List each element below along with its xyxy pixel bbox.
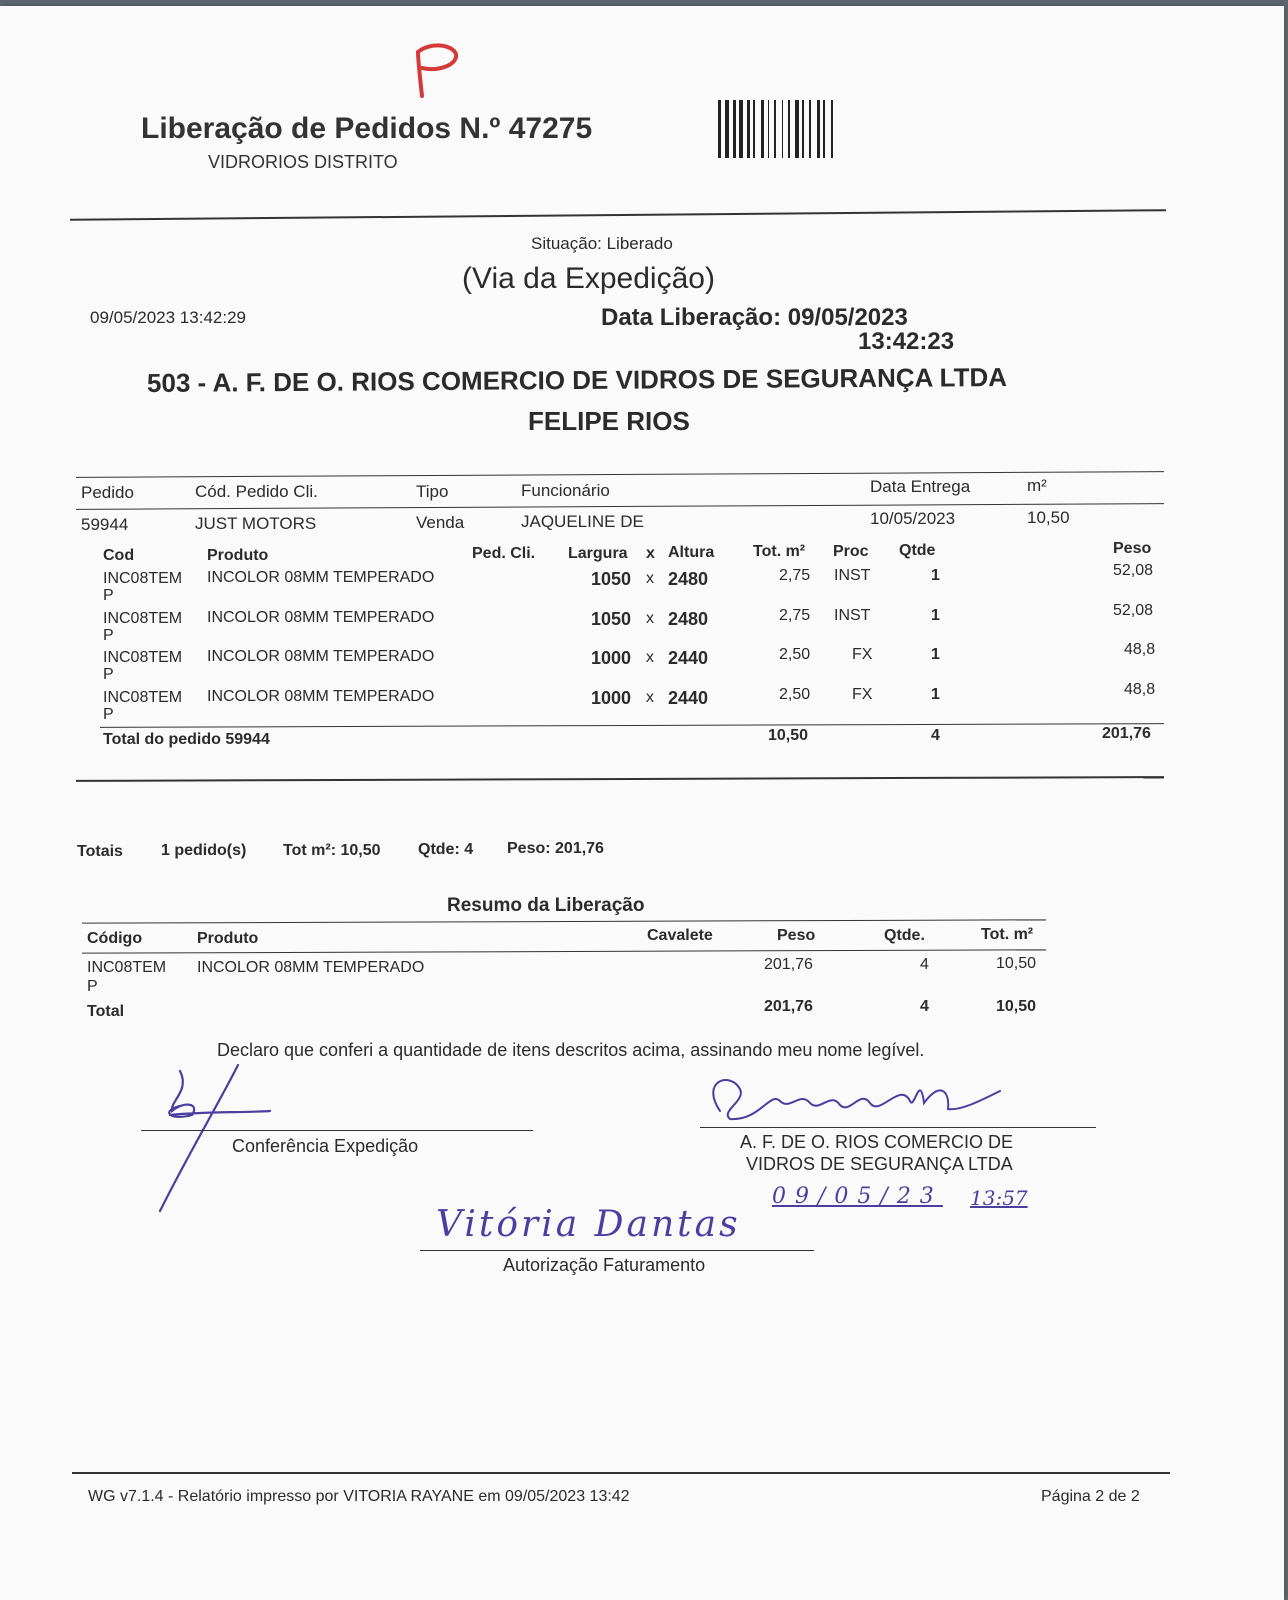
items-col-x: x: [646, 545, 655, 562]
footer-left: WG v7.1.4 - Relatório impresso por VITORIA RAYANE em 09/05/2023 13:42: [88, 1488, 630, 1505]
items-col-altura: Altura: [668, 544, 715, 561]
item-largura: 1000: [591, 688, 632, 708]
handwritten-date: 09/05/23: [772, 1184, 943, 1209]
item-tot-m2: 2,50: [779, 646, 811, 663]
item-row: [0, 562, 1200, 608]
item-row: [0, 641, 1200, 687]
totals-m2: Tot m²: 10,50: [283, 842, 381, 859]
items-col-peso: Peso: [1113, 540, 1152, 557]
summary-qtde: 4: [920, 956, 929, 973]
client-company: 503 - A. F. DE O. RIOS COMERCIO DE VIDROS DE SEGURANÇA LTDA: [146, 361, 1008, 398]
item-proc: FX: [852, 646, 873, 663]
item-altura: 2480: [668, 609, 709, 629]
item-tot-m2: 2,50: [779, 686, 811, 703]
summary-tot-m2: 10,50: [996, 955, 1037, 972]
item-largura: 1000: [591, 648, 632, 668]
item-x: x: [646, 689, 654, 706]
summary-top: [82, 919, 1046, 923]
totals-label: Totais: [77, 843, 123, 860]
col-data-entrega: Data Entrega: [870, 477, 971, 496]
item-peso: 48,8: [1124, 641, 1156, 658]
order-total-peso: 201,76: [1102, 725, 1151, 742]
summary-produto: INCOLOR 08MM TEMPERADO: [197, 959, 425, 976]
summary-col-tot-m2: Tot. m²: [981, 926, 1034, 943]
item-cod-cont: P: [103, 666, 114, 683]
items-col-proc: Proc: [833, 543, 869, 560]
client-name-line2: VIDROS DE SEGURANÇA LTDA: [746, 1154, 1013, 1174]
summary-total-qtde: 4: [920, 998, 929, 1015]
summary-header-divider: [82, 949, 1046, 953]
order-section-end: [76, 776, 1164, 782]
item-largura: 1050: [591, 569, 632, 589]
status-label: Situação: Liberado: [531, 234, 673, 253]
item-cod-cont: P: [103, 587, 114, 604]
order-type: Venda: [416, 513, 465, 532]
item-cod: INC08TEM: [103, 649, 183, 666]
order-employee: JAQUELINE DE: [521, 512, 644, 531]
faturamento-label: Autorização Faturamento: [503, 1255, 706, 1275]
client-signature-line: [700, 1127, 1096, 1128]
items-col-largura: Largura: [568, 545, 628, 562]
summary-col-peso: Peso: [777, 927, 816, 944]
summary-col-codigo: Código: [87, 930, 143, 947]
order-header-divider: [76, 503, 1164, 510]
item-x: x: [646, 649, 654, 666]
item-altura: 2440: [668, 648, 709, 668]
col-tipo: Tipo: [416, 482, 449, 501]
item-peso: 52,08: [1113, 562, 1154, 579]
col-cod-pedido-cli: Cód. Pedido Cli.: [195, 482, 318, 501]
item-produto: INCOLOR 08MM TEMPERADO: [207, 569, 435, 586]
item-x: x: [646, 570, 654, 587]
client-contact: FELIPE RIOS: [528, 406, 690, 436]
item-peso: 52,08: [1113, 602, 1154, 619]
order-m2: 10,50: [1027, 508, 1070, 527]
totals-peso: Peso: 201,76: [507, 840, 604, 857]
handwritten-name: Vitória Dantas: [436, 1204, 741, 1245]
release-date: Data Liberação: 09/05/2023: [601, 304, 908, 331]
item-largura: 1050: [591, 609, 632, 629]
item-cod-cont: P: [103, 706, 114, 723]
header-divider: [70, 209, 1166, 221]
barcode: [718, 100, 910, 158]
footer-page: Página 2 de 2: [1041, 1488, 1140, 1505]
item-qtde: 1: [931, 646, 940, 663]
order-number: 59944: [81, 515, 129, 534]
summary-total-peso: 201,76: [764, 998, 813, 1015]
handwritten-time: 13:57: [970, 1186, 1028, 1210]
col-pedido: Pedido: [81, 483, 134, 502]
items-col-produto: Produto: [207, 547, 269, 564]
document-page: [0, 6, 1284, 1600]
totals-qtde: Qtde: 4: [418, 841, 474, 858]
company-subtitle: VIDRORIOS DISTRITO: [208, 152, 398, 172]
summary-col-qtde: Qtde.: [884, 927, 925, 944]
item-produto: INCOLOR 08MM TEMPERADO: [207, 609, 435, 626]
order-total-m2: 10,50: [768, 727, 809, 744]
summary-total-tot-m2: 10,50: [996, 998, 1037, 1015]
item-cod-cont: P: [103, 627, 114, 644]
faturamento-signature-line: [420, 1250, 814, 1251]
item-proc: INST: [834, 607, 871, 624]
client-order-code: JUST MOTORS: [195, 514, 317, 533]
summary-codigo-cont: P: [87, 978, 98, 995]
col-funcionario: Funcionário: [521, 481, 610, 500]
summary-col-cavalete: Cavalete: [647, 927, 713, 944]
document-title: Liberação de Pedidos N.º 47275: [141, 112, 593, 145]
order-delivery-date: 10/05/2023: [870, 509, 956, 528]
item-tot-m2: 2,75: [779, 607, 811, 624]
summary-row: [0, 956, 1200, 996]
expedicao-signature-line: [141, 1130, 533, 1131]
item-cod: INC08TEM: [103, 689, 183, 706]
item-cod: INC08TEM: [103, 570, 183, 587]
footer-divider: [72, 1472, 1170, 1474]
item-qtde: 1: [931, 567, 940, 584]
totals-pedidos: 1 pedido(s): [161, 842, 247, 859]
item-x: x: [646, 610, 654, 627]
declaration-text: Declaro que conferi a quantidade de itens descritos acima, assinando meu nome legível.: [217, 1040, 925, 1060]
items-col-qtde: Qtde: [899, 542, 936, 559]
order-table-top: [76, 471, 1164, 478]
client-name-line1: A. F. DE O. RIOS COMERCIO DE: [740, 1132, 1014, 1152]
item-cod: INC08TEM: [103, 610, 183, 627]
order-total-qtde: 4: [931, 727, 940, 744]
col-m2: m²: [1027, 476, 1047, 495]
item-proc: INST: [834, 567, 871, 584]
summary-total-label: Total: [87, 1003, 125, 1020]
item-row: [0, 602, 1200, 648]
item-qtde: 1: [931, 686, 940, 703]
items-col-tot-m2: Tot. m²: [753, 543, 806, 560]
item-qtde: 1: [931, 607, 940, 624]
summary-col-produto: Produto: [197, 930, 259, 947]
items-col-cod: Cod: [103, 547, 135, 564]
handwritten-p-mark: [400, 38, 470, 108]
item-produto: INCOLOR 08MM TEMPERADO: [207, 648, 435, 665]
items-col-ped-cli: Ped. Cli.: [472, 545, 536, 562]
release-time: 13:42:23: [858, 328, 955, 355]
item-proc: FX: [852, 686, 873, 703]
item-produto: INCOLOR 08MM TEMPERADO: [207, 688, 435, 705]
order-total-label: Total do pedido 59944: [103, 731, 270, 748]
summary-codigo: INC08TEM: [87, 959, 167, 976]
item-tot-m2: 2,75: [779, 567, 811, 584]
item-altura: 2480: [668, 569, 709, 589]
summary-title: Resumo da Liberação: [447, 895, 645, 916]
summary-peso: 201,76: [764, 956, 813, 973]
signature-client: [700, 1061, 1020, 1131]
item-altura: 2440: [668, 688, 709, 708]
item-peso: 48,8: [1124, 681, 1156, 698]
printed-timestamp: 09/05/2023 13:42:29: [90, 308, 246, 327]
item-row: [0, 681, 1200, 727]
expedicao-label: Conferência Expedição: [232, 1136, 419, 1156]
via-label: (Via da Expedição): [462, 262, 715, 295]
